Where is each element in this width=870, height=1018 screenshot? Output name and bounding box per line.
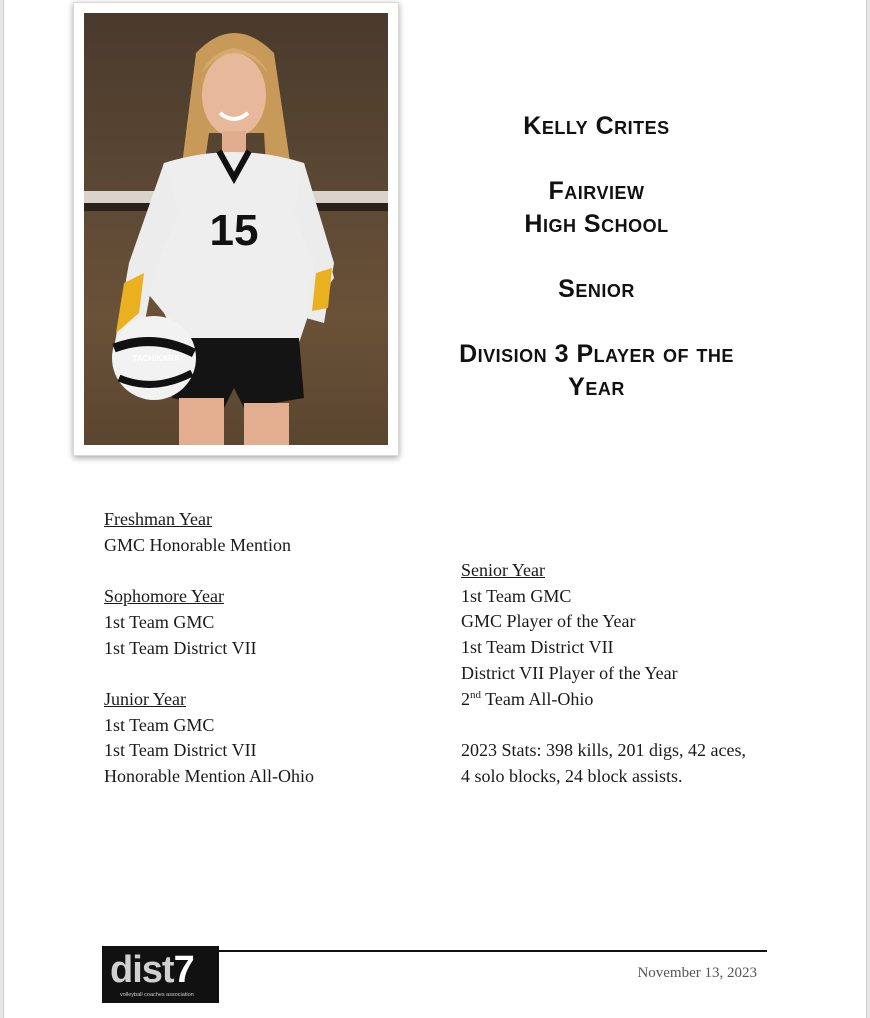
player-illustration	[84, 13, 388, 445]
junior-heading: Junior Year	[104, 688, 187, 709]
sophomore-item: 1st Team District VII	[104, 637, 257, 658]
school-line-1: Fairview	[548, 177, 645, 205]
logo-dist: dist	[110, 949, 174, 991]
senior-item-all-ohio	[461, 687, 746, 713]
logo-wordmark	[110, 948, 194, 992]
school-line-2: High School	[524, 210, 669, 238]
left-column	[104, 507, 314, 790]
player-photo	[84, 13, 388, 445]
senior-item: 1st Team GMC	[461, 585, 572, 606]
logo-tagline: volleyball coaches association	[120, 992, 194, 998]
all-ohio-number: 2	[461, 688, 470, 709]
player-name: Kelly Crites	[523, 112, 670, 140]
sophomore-item: 1st Team GMC	[104, 611, 215, 632]
right-column	[461, 558, 746, 789]
footer-date: November 13, 2023	[637, 965, 757, 981]
junior-item: Honorable Mention All-Ohio	[104, 766, 314, 786]
junior-item: 1st Team GMC	[104, 714, 215, 735]
logo-seven: 7	[173, 949, 194, 991]
ball-brand: TACHIKARA	[132, 354, 180, 363]
award-line-2: Year	[568, 373, 625, 401]
freshman-item: GMC Honorable Mention	[104, 534, 291, 555]
freshman-heading: Freshman Year	[104, 509, 212, 529]
award-line-1: Division 3 Player of the	[459, 340, 734, 368]
stats-line-1: 2023 Stats: 398 kills, 201 digs, 42 aces,	[461, 739, 746, 760]
all-ohio-rest: Team All-Ohio	[481, 688, 594, 709]
senior-item: GMC Player of the Year	[461, 611, 636, 632]
header-block	[399, 110, 794, 404]
senior-item: District VII Player of the Year	[461, 662, 678, 683]
jersey-number: 15	[209, 206, 259, 255]
dist7-logo	[102, 946, 219, 1003]
stats-line-2: 4 solo blocks, 24 block assists.	[461, 765, 683, 786]
document-page	[3, 0, 867, 1018]
all-ohio-suffix: nd	[470, 688, 481, 701]
senior-heading: Senior Year	[461, 560, 545, 580]
class-year: Senior	[558, 275, 635, 303]
sophomore-heading: Sophomore Year	[104, 586, 224, 607]
player-photo-frame	[73, 2, 399, 456]
footer-divider	[214, 950, 767, 952]
junior-item: 1st Team District VII	[104, 740, 257, 761]
senior-item: 1st Team District VII	[461, 637, 614, 658]
